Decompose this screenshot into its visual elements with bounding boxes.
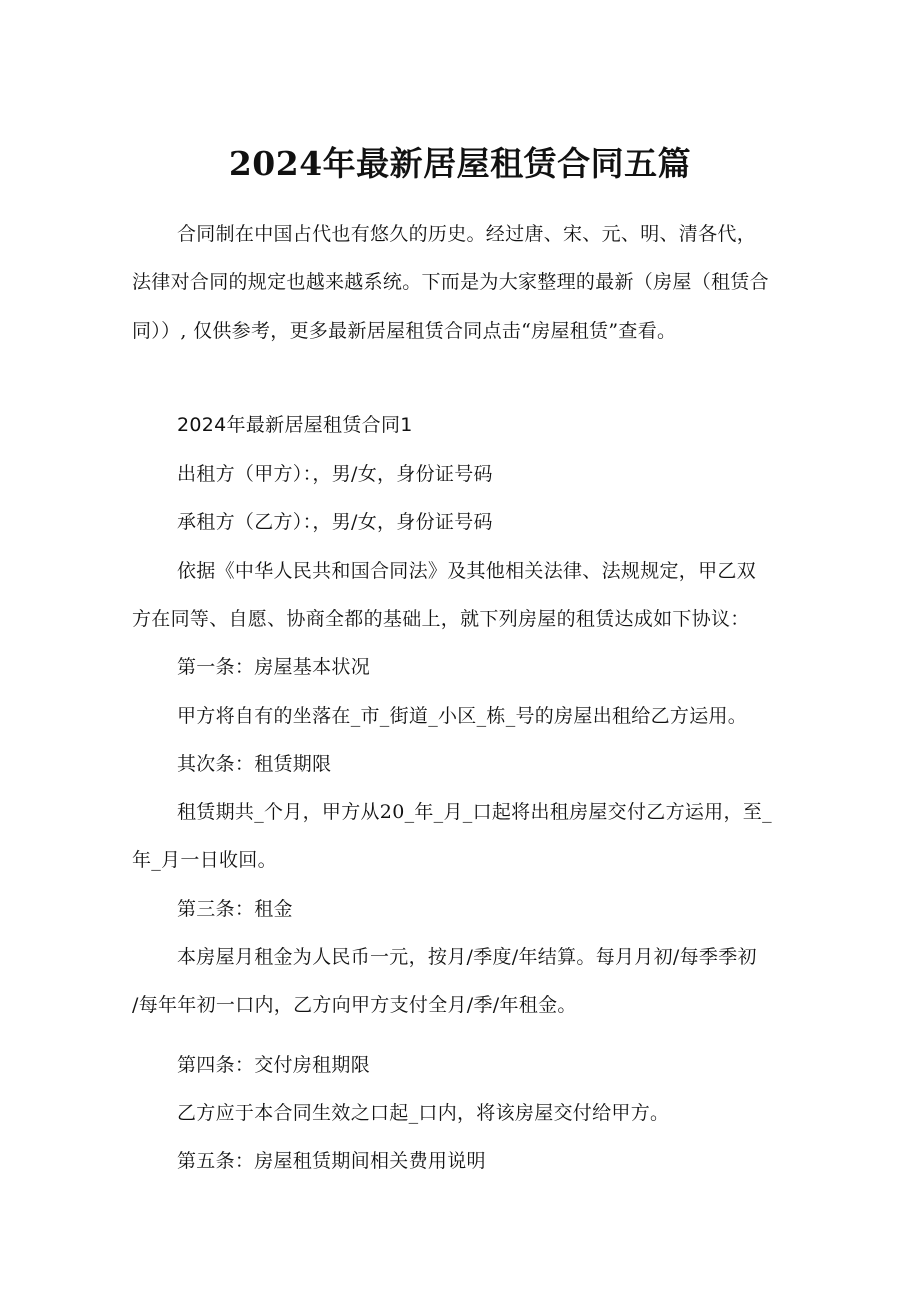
article-1-heading: 第一条：房屋基本状况 [177,656,371,678]
document-title: 2024年最新居屋租赁合同五篇 [228,144,692,183]
article-2-text-1: 租赁期共_个月，甲方从20_年_月_口起将出租房屋交付乙方运用，至_ [177,801,772,823]
intro-line-1: 合同制在中国占代也有悠久的历史。经过唐、宋、元、明、清各代， [177,223,757,245]
section-heading: 2024年最新居屋租赁合同1 [177,414,413,436]
article-1-text: 甲方将自有的坐落在_市_街道_小区_栋_号的房屋出租给乙方运用。 [177,705,748,727]
article-5-heading: 第五条：房屋租赁期间相关费用说明 [177,1150,486,1172]
intro-line-3: 同））, 仅供参考，更多最新居屋租赁合同点击“房屋租赁”查看。 [132,320,677,342]
article-4-text: 乙方应于本合同生效之口起_口内，将该房屋交付给甲方。 [177,1102,670,1124]
intro-line-2: 法律对合同的规定也越来越系统。下而是为大家整理的最新（房屋（租赁合 [132,271,769,293]
article-4-heading: 第四条：交付房租期限 [177,1054,371,1076]
basis-line-2: 方在同等、自愿、协商全都的基础上，就下列房屋的租赁达成如下协议： [132,608,750,630]
article-3-text-1: 本房屋月租金为人民币一元，按月/季度/年结算。每月月初/每季季初 [177,946,757,968]
party-a-line: 出租方（甲方）：，男/女，身份证号码 [177,463,493,485]
article-2-text-2: 年_月一日收回。 [132,849,277,871]
article-2-heading: 其次条：租赁期限 [177,753,332,775]
basis-line-1: 依据《中华人民共和国合同法》及其他相关法律、法规规定，甲乙双 [177,560,757,582]
article-3-text-2: /每年年初一口内，乙方向甲方支付全月/季/年租金。 [132,994,577,1016]
party-b-line: 承租方（乙方）：，男/女，身份证号码 [177,511,493,533]
article-3-heading: 第三条：租金 [177,898,293,920]
